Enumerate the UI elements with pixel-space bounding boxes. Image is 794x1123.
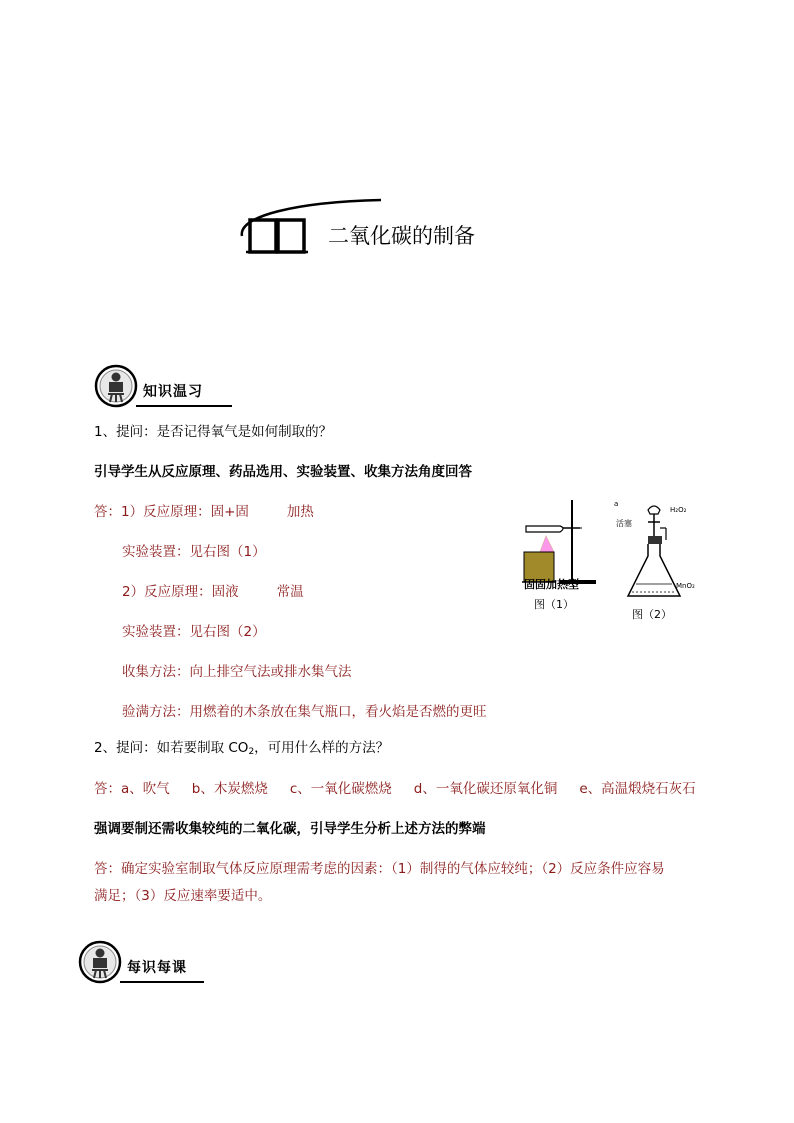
page-title: 二氧化碳的制备 [328,224,475,248]
q2-options [94,779,696,799]
q1-question: 1、提问：是否记得氧气是如何制取的？ [94,424,333,440]
q1-answer-line6: 验满方法：用燃着的木条放在集气瓶口，看火焰是否燃的更旺 [122,704,487,720]
figure-2-reagent-top: H₂O₂ [670,506,687,514]
q2-option-d: d、一氧化碳还原氧化铜 [413,781,558,797]
figure-1-label: 固固加热型 [524,578,579,591]
q2-option-e: e、高温煅烧石灰石 [579,781,696,797]
section-label-review: 知识温习 [143,384,203,400]
q2-question-suffix: ，可用什么样的方法？ [254,740,390,756]
section-label-lesson: 每识每课 [127,960,187,976]
q1-answer-line1 [94,502,314,522]
section-header-review [92,362,252,412]
q1-guide: 引导学生从反应原理、药品选用、实验装置、收集方法角度回答 [94,464,472,480]
q1-answer-line3-condition: 常温 [276,584,304,600]
figure-2-reagent-bottom: MnO₂ [676,582,695,590]
q1-answer-line5: 收集方法：向上排空气法或排水集气法 [122,664,352,680]
q2-question-subscript: 2 [248,747,255,757]
q1-answer-line1-condition: 加热 [286,504,314,520]
q2-question [94,738,389,762]
figure-2-caption: 图（2） [632,608,672,621]
q2-answer-line2: 满足；（3）反应速率要适中。 [94,888,272,904]
figure-1-caption: 图（1） [534,598,574,611]
q2-emphasis: 强调要制还需收集较纯的二氧化碳，引导学生分析上述方法的弊端 [94,821,486,837]
q2-answer-line1: 答：确定实验室制取气体反应原理需考虑的因素：（1）制得的气体应较纯；（2）反应条件应容易 [94,861,665,877]
figure-1 [520,496,610,616]
figure-2-mark: a [614,500,619,508]
q1-answer-line3-text: 2）反应原理：固液 [122,584,239,600]
q1-answer-line1-text: 答：1）反应原理：固+固 [94,504,249,520]
section-header-lesson [76,938,236,988]
figure-2 [614,500,704,622]
q1-answer-line3 [122,582,304,602]
q1-answer-line2: 实验装置：见右图（1） [122,544,266,560]
q2-option-a: 答：a、吹气 [94,781,170,797]
q2-question-text: 2、提问：如若要制取 CO [94,740,249,756]
q2-option-c: c、一氧化碳燃烧 [289,781,392,797]
q2-option-b: b、木炭燃烧 [191,781,268,797]
figure-2-valve: 活塞 [616,519,632,528]
q1-answer-line4: 实验装置：见右图（2） [122,624,266,640]
title-banner [236,196,496,266]
